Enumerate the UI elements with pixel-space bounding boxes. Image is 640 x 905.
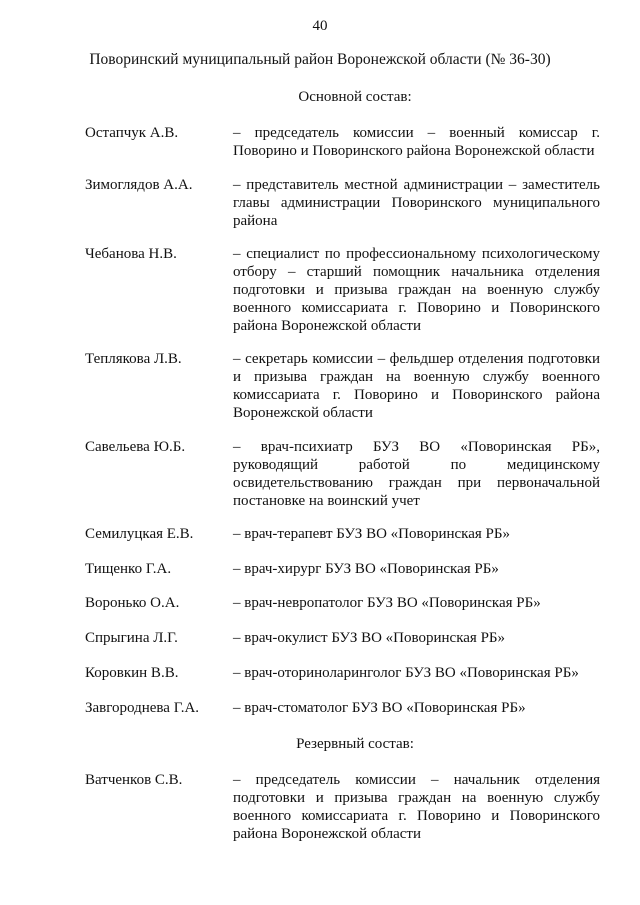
member-name: Семилуцкая Е.В.: [85, 526, 194, 542]
member-role: – врач-невропатолог БУЗ ВО «Поворинская РБ»: [233, 595, 541, 611]
reserve-section-heading: Резервный состав:: [296, 736, 414, 752]
document-title: Поворинский муниципальный район Воронежской области (№ 36-30): [89, 51, 551, 68]
member-name: Теплякова Л.В.: [85, 351, 182, 367]
member-role: – специалист по профессиональному психологическому отбору – старший помощник начальника отделения подготовки и призыва граждан на военную службу военного комиссариата г. Поворино и Поворинского района Воронежской области: [233, 246, 600, 334]
member-name: Савельева Ю.Б.: [85, 439, 186, 455]
member-role: – врач-окулист БУЗ ВО «Поворинская РБ»: [233, 630, 506, 646]
member-role: – врач-стоматолог БУЗ ВО «Поворинская РБ»: [233, 700, 526, 716]
member-role: – председатель комиссии – начальник отделения подготовки и призыва граждан на военную службу военного комиссариата г. Поворино и Поворинского района Воронежской области: [233, 772, 600, 842]
member-name: Воронько О.А.: [85, 595, 180, 611]
member-name: Коровкин В.В.: [85, 665, 179, 681]
member-role: – секретарь комиссии – фельдшер отделения подготовки и призыва граждан на военную службу военного комиссариата г. Поворино и Поворинского района Воронежской области: [233, 351, 600, 421]
member-name: Спрыгина Л.Г.: [85, 630, 178, 646]
member-role: – врач-терапевт БУЗ ВО «Поворинская РБ»: [233, 526, 511, 542]
member-role: – председатель комиссии – военный комиссар г. Поворино и Поворинского района Воронежской области: [233, 125, 600, 159]
member-name: Чебанова Н.В.: [85, 246, 177, 262]
main-section-heading: Основной состав:: [298, 89, 412, 105]
member-role: – врач-оториноларинголог БУЗ ВО «Поворинская РБ»: [233, 665, 579, 681]
member-name: Зимоглядов А.А.: [85, 177, 193, 193]
member-role: – врач-психиатр БУЗ ВО «Поворинская РБ», руководящий работой по медицинскому освидетельствованию граждан при первоначальной постановке на воинский учет: [233, 439, 600, 509]
member-name: Завгороднева Г.А.: [85, 700, 200, 716]
member-name: Тищенко Г.А.: [85, 561, 172, 577]
page-number: 40: [312, 18, 328, 34]
member-name: Ватченков С.В.: [85, 772, 183, 788]
member-name: Остапчук А.В.: [85, 125, 179, 141]
member-role: – представитель местной администрации – заместитель главы администрации Поворинского муниципального района: [233, 177, 600, 229]
member-role: – врач-хирург БУЗ ВО «Поворинская РБ»: [233, 561, 499, 577]
